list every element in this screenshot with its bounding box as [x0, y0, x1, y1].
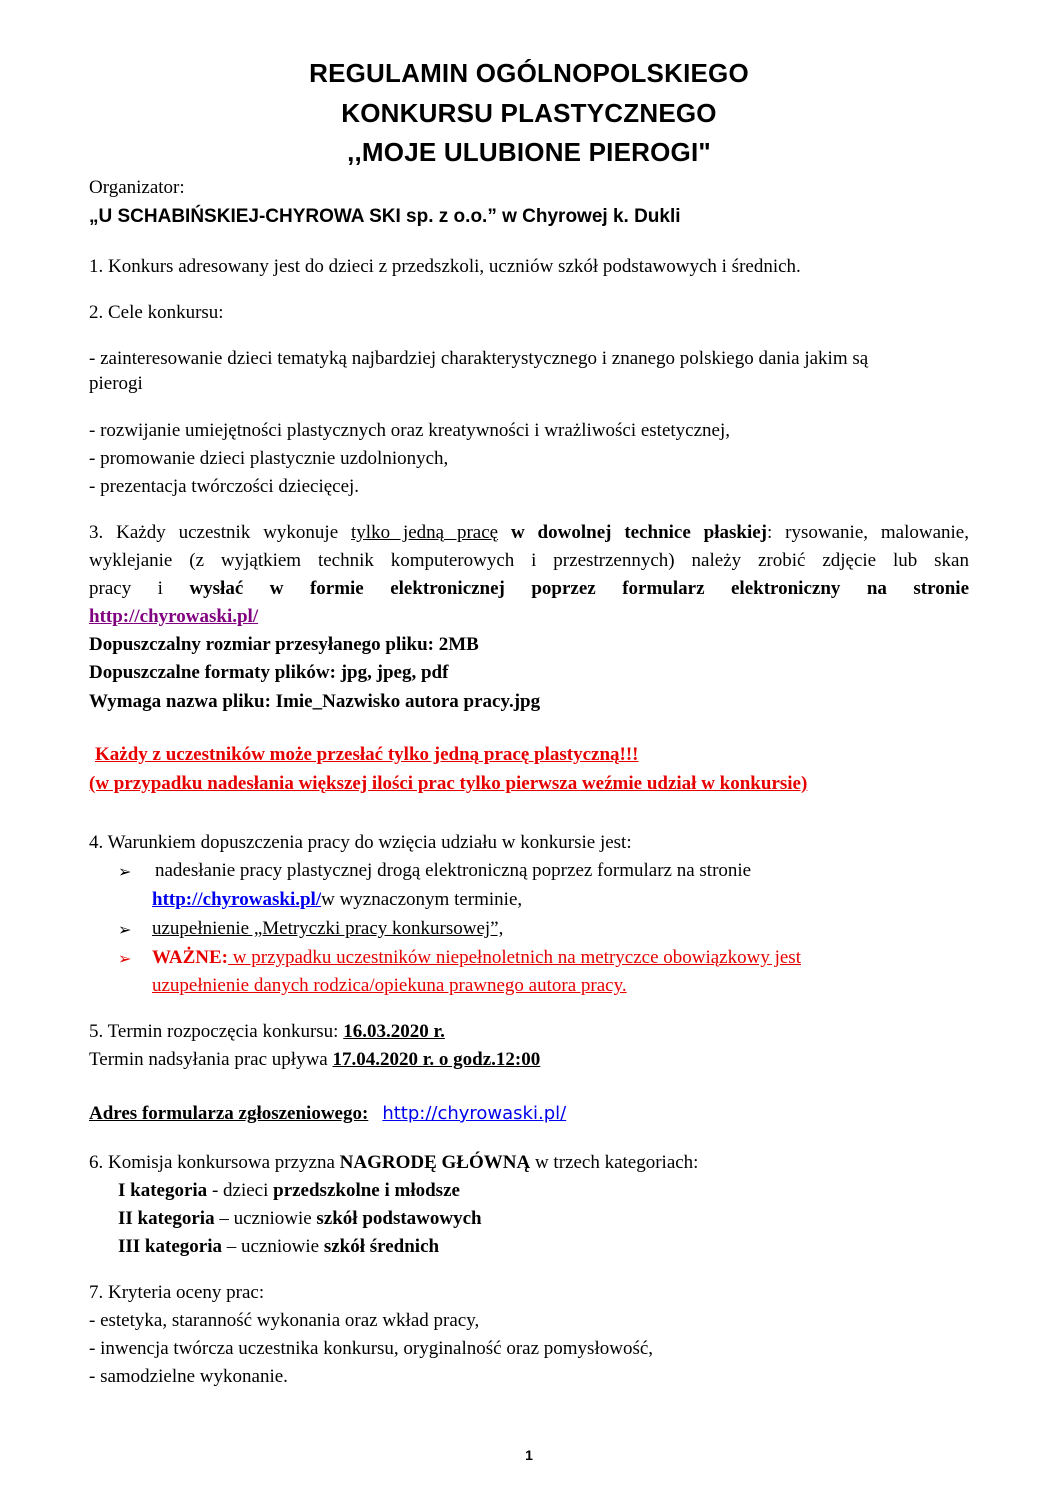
- title-line-3: ,,MOJE ULUBIONE PIEROGI": [347, 137, 711, 167]
- s3-only-one: tylko jedną pracę: [351, 522, 499, 543]
- category-2-text: – uczniowie: [214, 1208, 317, 1229]
- form-address-label: Adres formularza zgłoszeniowego:: [89, 1103, 369, 1124]
- organizer-name: „U SCHABIŃSKIEJ-CHYROWA SKI sp. z o.o.” w Chyrowej k. Dukli: [89, 206, 681, 227]
- main-prize: NAGRODĘ GŁÓWNĄ: [339, 1152, 531, 1173]
- category-1-label: I kategoria: [118, 1180, 208, 1201]
- condition-3-text: w przypadku uczestników niepełnoletnich na metryczce obowiązkowy jest: [228, 947, 801, 968]
- goal-1-line-1: - zainteresowanie dzieci tematyką najbardziej charakterystycznego i znanego polskiego dania jakim są: [89, 348, 869, 369]
- deadline-date: 17.04.2020 r. o godz.12:00: [332, 1049, 541, 1070]
- section-1: 1. Konkurs adresowany jest do dzieci z przedszkoli, uczniów szkół podstawowych i średnich.: [89, 256, 801, 277]
- start-date: 16.03.2020 r.: [343, 1021, 445, 1042]
- criterion-3: - samodzielne wykonanie.: [89, 1366, 288, 1387]
- title-line-2: KONKURSU PLASTYCZNEGO: [341, 98, 717, 128]
- notice-line-1: Każdy z uczestników może przesłać tylko jedną pracę plastyczną!!!: [95, 744, 639, 765]
- arrow-bullet-icon: ➢: [118, 862, 132, 881]
- s6-text: 6. Komisja konkursowa przyzna: [89, 1152, 340, 1173]
- goal-1-line-2: pierogi: [89, 373, 143, 394]
- section-5-deadline: [89, 1049, 540, 1071]
- s3-work: pracy i: [89, 578, 190, 599]
- category-2: [118, 1208, 482, 1230]
- file-name-rule: Wymaga nazwa pliku: Imie_Nazwisko autora pracy.jpg: [89, 691, 541, 712]
- category-3: [118, 1236, 439, 1258]
- arrow-bullet-icon: ➢: [118, 949, 132, 968]
- form-address-link[interactable]: http://chyrowaski.pl/: [382, 1103, 567, 1124]
- condition-3-line-2: uzupełnienie danych rodzica/opiekuna prawnego autora pracy.: [152, 975, 627, 996]
- category-1-text: - dzieci: [207, 1180, 274, 1201]
- form-address: [89, 1103, 566, 1125]
- section-6-heading: [89, 1152, 698, 1174]
- chyrowaski-link[interactable]: http://chyrowaski.pl/: [89, 606, 259, 627]
- start-label: 5. Termin rozpoczęcia konkursu:: [89, 1021, 344, 1042]
- condition-3-line-1: [152, 947, 801, 969]
- criterion-1: - estetyka, staranność wykonania oraz wkład pracy,: [89, 1310, 480, 1331]
- title-line-1: REGULAMIN OGÓLNOPOLSKIEGO: [309, 58, 749, 88]
- category-1-group: przedszkolne i młodsze: [273, 1180, 460, 1201]
- category-2-label: II kategoria: [118, 1208, 215, 1229]
- condition-1-line-2: [152, 889, 522, 911]
- category-1: [118, 1180, 460, 1202]
- s6-categories: w trzech kategoriach:: [530, 1152, 699, 1173]
- page-number: 1: [525, 1447, 533, 1463]
- section-7-heading: 7. Kryteria oceny prac:: [89, 1282, 265, 1303]
- condition-2: uzupełnienie „Metryczki pracy konkursowej”,: [152, 918, 504, 939]
- file-size-limit: Dopuszczalny rozmiar przesyłanego pliku: 2MB: [89, 634, 479, 655]
- section-3-line-3: [89, 578, 969, 600]
- chyrowaski-link-2[interactable]: http://chyrowaski.pl/: [152, 889, 322, 910]
- condition-1-line-1: nadesłanie pracy plastycznej drogą elektroniczną poprzez formularz na stronie: [155, 860, 752, 881]
- section-5-start: [89, 1021, 445, 1043]
- section-3-line-1: [89, 522, 969, 544]
- category-2-group: szkół podstawowych: [316, 1208, 482, 1229]
- goal-4: - prezentacja twórczości dziecięcej.: [89, 476, 360, 497]
- criterion-2: - inwencja twórcza uczestnika konkursu, oryginalność oraz pomysłowość,: [89, 1338, 654, 1359]
- category-3-text: – uczniowie: [221, 1236, 324, 1257]
- goal-2: - rozwijanie umiejętności plastycznych oraz kreatywności i wrażliwości estetycznej,: [89, 420, 730, 441]
- notice-line-2: (w przypadku nadesłania większej ilości prac tylko pierwsza weźmie udział w konkursie): [89, 773, 808, 794]
- s3-technique: w dowolnej technice płaskiej: [498, 522, 768, 543]
- s3-text: 3. Każdy uczestnik wykonuje: [89, 522, 352, 543]
- file-formats: Dopuszczalne formaty plików: jpg, jpeg, pdf: [89, 662, 449, 683]
- organizer-label: Organizator:: [89, 177, 185, 198]
- s3-send: wysłać w formie elektronicznej poprzez formularz elektroniczny na stronie: [189, 578, 969, 599]
- goal-3: - promowanie dzieci plastycznie uzdolnionych,: [89, 448, 449, 469]
- category-3-group: szkół średnich: [323, 1236, 440, 1257]
- s3-methods: : rysowanie, malowanie,: [767, 522, 969, 543]
- arrow-bullet-icon: ➢: [118, 920, 132, 939]
- section-4-heading: 4. Warunkiem dopuszczenia pracy do wzięcia udziału w konkursie jest:: [89, 832, 632, 853]
- deadline-label: Termin nadsyłania prac upływa: [89, 1049, 333, 1070]
- condition-1-rest: w wyznaczonym terminie,: [321, 889, 523, 910]
- category-3-label: III kategoria: [118, 1236, 222, 1257]
- section-3-line-2: wyklejanie (z wyjątkiem technik komputerowych i przestrzennych) należy zrobić zdjęcie lub skan: [89, 550, 969, 571]
- section-2-heading: 2. Cele konkursu:: [89, 302, 224, 323]
- important-label: WAŻNE:: [152, 947, 229, 968]
